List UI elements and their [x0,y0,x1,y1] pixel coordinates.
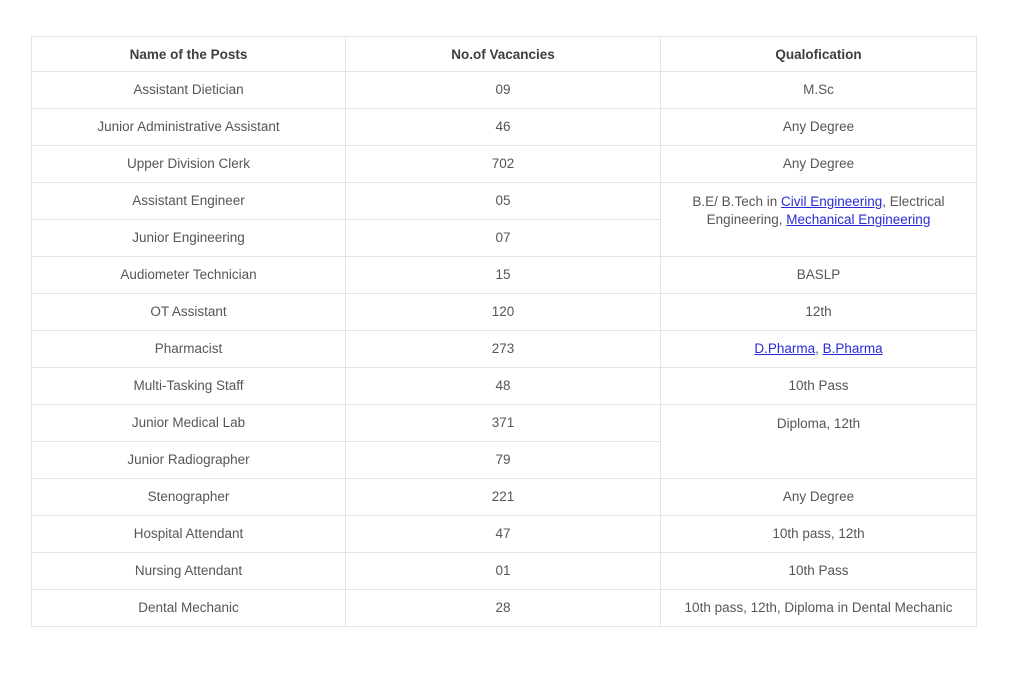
qualification-cell: BASLP [661,257,977,294]
vacancies-cell: 120 [346,294,661,331]
post-name-cell: Junior Radiographer [32,442,346,479]
table-header [32,37,977,72]
table-body [32,72,977,627]
post-name-cell: Hospital Attendant [32,516,346,553]
post-name-cell: Assistant Dietician [32,72,346,109]
post-name-cell: OT Assistant [32,294,346,331]
post-name-cell: Junior Administrative Assistant [32,109,346,146]
vacancies-cell: 47 [346,516,661,553]
post-name-cell: Pharmacist [32,331,346,368]
qualification-cell: 10th Pass [661,368,977,405]
vacancies-cell: 15 [346,257,661,294]
vacancies-cell: 48 [346,368,661,405]
post-name-cell: Nursing Attendant [32,553,346,590]
qualification-cell: Any Degree [661,109,977,146]
vacancies-cell: 273 [346,331,661,368]
table-row [32,479,977,516]
vacancies-cell: 46 [346,109,661,146]
header-name-of-posts: Name of the Posts [32,37,346,72]
table-row [32,72,977,109]
qualification-cell: D.Pharma, B.Pharma [661,331,977,368]
qualification-cell: Any Degree [661,479,977,516]
qualification-cell: Any Degree [661,146,977,183]
post-name-cell: Upper Division Clerk [32,146,346,183]
vacancies-cell: 07 [346,220,661,257]
table-row [32,553,977,590]
header-qualification: Qualofication [661,37,977,72]
table-row [32,590,977,627]
post-name-cell: Assistant Engineer [32,183,346,220]
table-row [32,331,977,368]
header-no-of-vacancies: No.of Vacancies [346,37,661,72]
qualification-cell: 10th pass, 12th, Diploma in Dental Mechanic [661,590,977,627]
qualification-link[interactable]: B.Pharma [822,341,883,356]
qualification-cell: Diploma, 12th [661,405,977,479]
qualification-link[interactable]: Civil Engineering [780,194,883,209]
qualification-cell: B.E/ B.Tech in Civil Engineering, Electrical Engineering, Mechanical Engineering [661,183,977,257]
vacancy-table [31,36,977,627]
qualification-cell: 10th Pass [661,553,977,590]
vacancies-cell: 05 [346,183,661,220]
vacancies-cell: 371 [346,405,661,442]
post-name-cell: Audiometer Technician [32,257,346,294]
post-name-cell: Stenographer [32,479,346,516]
vacancies-cell: 702 [346,146,661,183]
table-row [32,109,977,146]
vacancies-cell: 221 [346,479,661,516]
table-row [32,146,977,183]
vacancies-cell: 09 [346,72,661,109]
qualification-cell: M.Sc [661,72,977,109]
table-row [32,368,977,405]
vacancies-cell: 01 [346,553,661,590]
table-row [32,405,977,442]
post-name-cell: Junior Medical Lab [32,405,346,442]
header-row [32,37,977,72]
qualification-cell: 10th pass, 12th [661,516,977,553]
vacancies-cell: 79 [346,442,661,479]
qualification-link[interactable]: Mechanical Engineering [786,212,931,227]
table-row [32,183,977,220]
table-row [32,516,977,553]
table-row [32,294,977,331]
table-row [32,257,977,294]
qualification-link[interactable]: D.Pharma [754,341,816,356]
vacancies-cell: 28 [346,590,661,627]
qualification-cell: 12th [661,294,977,331]
post-name-cell: Multi-Tasking Staff [32,368,346,405]
post-name-cell: Dental Mechanic [32,590,346,627]
post-name-cell: Junior Engineering [32,220,346,257]
